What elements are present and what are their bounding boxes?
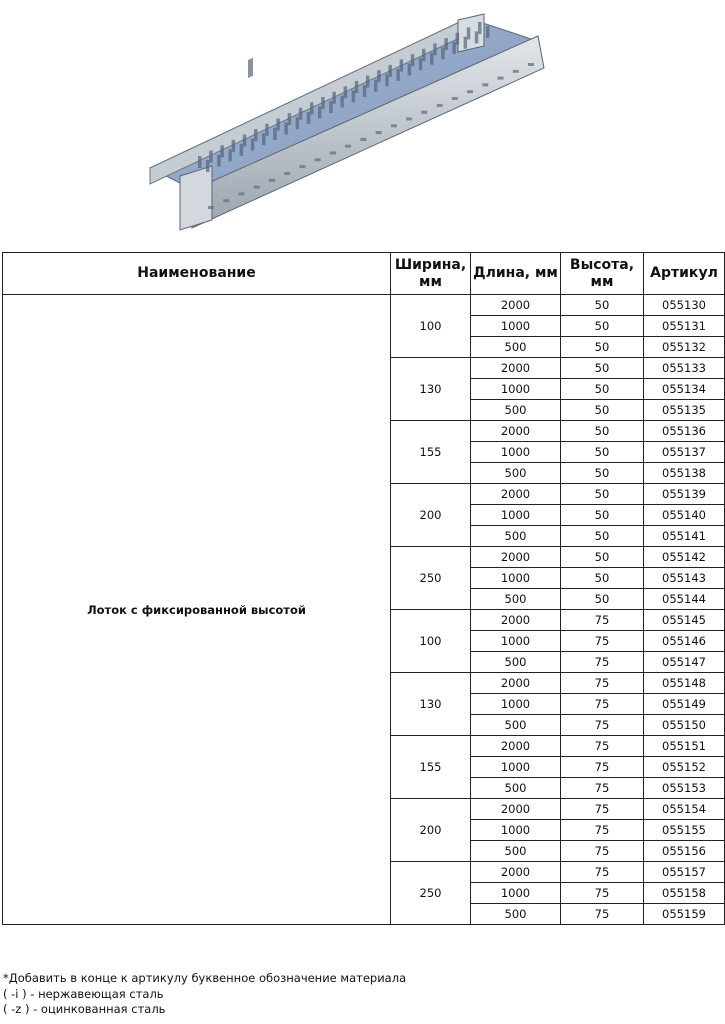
article-cell: 055144 xyxy=(644,589,725,610)
height-cell: 50 xyxy=(561,547,644,568)
height-cell: 50 xyxy=(561,400,644,421)
height-cell: 50 xyxy=(561,505,644,526)
tray-slot xyxy=(355,81,359,93)
width-cell: 200 xyxy=(391,799,471,862)
length-cell: 2000 xyxy=(471,421,561,442)
tray-slot xyxy=(475,31,479,43)
article-cell: 055159 xyxy=(644,904,725,925)
length-cell: 500 xyxy=(471,526,561,547)
tray-slot xyxy=(232,140,236,152)
tray-slot xyxy=(296,117,300,129)
height-cell: 50 xyxy=(561,421,644,442)
tray-slot xyxy=(396,69,400,81)
length-cell: 500 xyxy=(471,715,561,736)
width-cell: 250 xyxy=(391,862,471,925)
tray-slot xyxy=(411,54,415,66)
note-line: *Добавить в конце к артикулу буквенное обозначение материала xyxy=(3,971,407,985)
length-cell: 2000 xyxy=(471,358,561,379)
tray-slot xyxy=(321,97,325,109)
tray-slot xyxy=(377,70,381,82)
header-name: Наименование xyxy=(3,253,391,295)
wall-hole xyxy=(391,124,397,127)
width-cell: 155 xyxy=(391,736,471,799)
table-body xyxy=(3,295,725,925)
tray-slot xyxy=(243,135,247,147)
article-cell: 055148 xyxy=(644,673,725,694)
length-cell: 500 xyxy=(471,652,561,673)
tray-slot xyxy=(318,106,322,118)
tray-slot xyxy=(198,156,202,168)
wall-hole xyxy=(254,186,260,189)
width-cell: 100 xyxy=(391,610,471,673)
width-cell: 200 xyxy=(391,484,471,547)
height-cell: 50 xyxy=(561,589,644,610)
height-cell: 50 xyxy=(561,358,644,379)
tray-slot xyxy=(284,123,288,135)
tray-slot xyxy=(433,43,437,55)
tray-slot xyxy=(400,60,404,72)
article-cell: 055135 xyxy=(644,400,725,421)
length-cell: 500 xyxy=(471,337,561,358)
wall-hole xyxy=(345,145,351,148)
length-cell: 2000 xyxy=(471,484,561,505)
wall-hole xyxy=(360,138,366,141)
tray-slot xyxy=(478,22,482,34)
material-notes xyxy=(3,971,406,1018)
wall-hole xyxy=(528,63,534,66)
article-cell: 055143 xyxy=(644,568,725,589)
length-cell: 1000 xyxy=(471,820,561,841)
tray-slot xyxy=(276,119,280,131)
length-cell: 500 xyxy=(471,778,561,799)
article-cell: 055149 xyxy=(644,694,725,715)
width-cell: 155 xyxy=(391,421,471,484)
tray-slot xyxy=(307,112,311,124)
height-cell: 75 xyxy=(561,694,644,715)
tray-slot xyxy=(299,108,303,120)
height-cell: 75 xyxy=(561,652,644,673)
article-cell: 055153 xyxy=(644,778,725,799)
height-cell: 75 xyxy=(561,610,644,631)
width-cell: 130 xyxy=(391,673,471,736)
wall-hole xyxy=(467,90,473,93)
length-cell: 1000 xyxy=(471,505,561,526)
wall-hole xyxy=(269,179,275,182)
article-cell: 055146 xyxy=(644,631,725,652)
article-cell: 055157 xyxy=(644,862,725,883)
height-cell: 75 xyxy=(561,778,644,799)
length-cell: 2000 xyxy=(471,862,561,883)
length-cell: 500 xyxy=(471,904,561,925)
length-cell: 1000 xyxy=(471,883,561,904)
height-cell: 50 xyxy=(561,568,644,589)
wall-hole xyxy=(284,172,290,175)
wall-hole xyxy=(315,158,321,161)
tray-slot xyxy=(452,42,456,54)
length-cell: 1000 xyxy=(471,442,561,463)
tray-slot xyxy=(419,58,423,70)
wall-hole xyxy=(437,104,443,107)
product-spec-table xyxy=(2,252,725,925)
tray-slot xyxy=(265,124,269,136)
article-cell: 055137 xyxy=(644,442,725,463)
tray-slot xyxy=(273,128,277,140)
article-cell: 055136 xyxy=(644,421,725,442)
article-cell: 055139 xyxy=(644,484,725,505)
tray-slot xyxy=(352,90,356,102)
table-row xyxy=(3,295,725,316)
tray-slot xyxy=(344,86,348,98)
length-cell: 1000 xyxy=(471,694,561,715)
height-cell: 50 xyxy=(561,463,644,484)
tray-slot xyxy=(464,37,468,49)
wall-hole xyxy=(376,131,382,134)
header-article: Артикул xyxy=(644,253,725,295)
article-cell: 055141 xyxy=(644,526,725,547)
note-line: ( -z ) - оцинкованная сталь xyxy=(3,1002,166,1016)
length-cell: 2000 xyxy=(471,610,561,631)
header-length: Длина, мм xyxy=(471,253,561,295)
wall-hole xyxy=(239,192,245,195)
tray-slot xyxy=(217,155,221,167)
article-cell: 055138 xyxy=(644,463,725,484)
wall-hole xyxy=(223,199,229,202)
height-cell: 75 xyxy=(561,799,644,820)
wall-hole xyxy=(498,77,504,80)
article-cell: 055156 xyxy=(644,841,725,862)
wall-hole xyxy=(330,152,336,155)
article-cell: 055130 xyxy=(644,295,725,316)
wall-hole xyxy=(406,118,412,121)
article-cell: 055152 xyxy=(644,757,725,778)
tray-slot xyxy=(228,149,232,161)
article-cell: 055134 xyxy=(644,379,725,400)
table-header-row xyxy=(3,253,725,295)
article-cell: 055154 xyxy=(644,799,725,820)
article-cell: 055155 xyxy=(644,820,725,841)
height-cell: 50 xyxy=(561,442,644,463)
length-cell: 2000 xyxy=(471,736,561,757)
tray-slot xyxy=(456,33,460,45)
tray-slot xyxy=(408,64,412,76)
tray-slot xyxy=(388,65,392,77)
height-cell: 50 xyxy=(561,316,644,337)
height-cell: 50 xyxy=(561,379,644,400)
article-cell: 055142 xyxy=(644,547,725,568)
cable-tray-image xyxy=(128,6,556,244)
height-cell: 50 xyxy=(561,526,644,547)
tray-slot xyxy=(288,113,292,125)
article-cell: 055145 xyxy=(644,610,725,631)
height-cell: 75 xyxy=(561,841,644,862)
tray-slot xyxy=(430,53,434,65)
tray-slot xyxy=(220,145,224,157)
wall-hole xyxy=(208,206,214,209)
width-cell: 250 xyxy=(391,547,471,610)
height-cell: 75 xyxy=(561,820,644,841)
height-cell: 50 xyxy=(561,337,644,358)
length-cell: 2000 xyxy=(471,547,561,568)
length-cell: 500 xyxy=(471,841,561,862)
tray-slot xyxy=(374,80,378,92)
tray-slot xyxy=(310,102,314,114)
tray-slot xyxy=(332,92,336,104)
article-cell: 055133 xyxy=(644,358,725,379)
height-cell: 75 xyxy=(561,715,644,736)
length-cell: 1000 xyxy=(471,379,561,400)
length-cell: 1000 xyxy=(471,757,561,778)
height-cell: 75 xyxy=(561,736,644,757)
tray-slot xyxy=(254,129,258,141)
length-cell: 500 xyxy=(471,463,561,484)
length-cell: 2000 xyxy=(471,799,561,820)
header-height: Высота, мм xyxy=(561,253,644,295)
tray-slot xyxy=(467,27,471,39)
article-cell: 055150 xyxy=(644,715,725,736)
tray-slot xyxy=(366,76,370,88)
tray-slot xyxy=(441,47,445,59)
length-cell: 500 xyxy=(471,400,561,421)
tray-slot xyxy=(422,49,426,61)
height-cell: 75 xyxy=(561,631,644,652)
height-cell: 75 xyxy=(561,673,644,694)
header-width: Ширина, мм xyxy=(391,253,471,295)
article-cell: 055140 xyxy=(644,505,725,526)
tray-slot xyxy=(363,85,367,97)
tray-slot xyxy=(240,144,244,156)
height-cell: 75 xyxy=(561,757,644,778)
height-cell: 75 xyxy=(561,862,644,883)
tray-slot xyxy=(385,74,389,86)
product-name-cell: Лоток с фиксированной высотой xyxy=(3,295,391,925)
note-line: ( -i ) - нержавеющая сталь xyxy=(3,986,164,1001)
article-cell: 055147 xyxy=(644,652,725,673)
tray-slot xyxy=(444,38,448,50)
article-cell: 055131 xyxy=(644,316,725,337)
length-cell: 1000 xyxy=(471,631,561,652)
wall-hole xyxy=(513,70,519,73)
length-cell: 2000 xyxy=(471,295,561,316)
tray-slot xyxy=(209,151,213,163)
width-cell: 130 xyxy=(391,358,471,421)
tray-slot xyxy=(262,133,266,145)
wall-hole xyxy=(421,111,427,114)
tray-slot xyxy=(329,101,333,113)
article-cell: 055151 xyxy=(644,736,725,757)
height-cell: 50 xyxy=(561,295,644,316)
length-cell: 2000 xyxy=(471,673,561,694)
wall-hole xyxy=(299,165,305,168)
height-cell: 75 xyxy=(561,883,644,904)
tray-slot xyxy=(486,26,490,38)
tray-slot xyxy=(251,139,255,151)
tray-slot xyxy=(206,160,210,172)
article-cell: 055132 xyxy=(644,337,725,358)
tray-slot xyxy=(340,96,344,108)
length-cell: 500 xyxy=(471,589,561,610)
wall-hole xyxy=(482,83,488,86)
length-cell: 1000 xyxy=(471,316,561,337)
width-cell: 100 xyxy=(391,295,471,358)
article-cell: 055158 xyxy=(644,883,725,904)
wall-hole xyxy=(452,97,458,100)
height-cell: 75 xyxy=(561,904,644,925)
height-cell: 50 xyxy=(561,484,644,505)
length-cell: 1000 xyxy=(471,568,561,589)
